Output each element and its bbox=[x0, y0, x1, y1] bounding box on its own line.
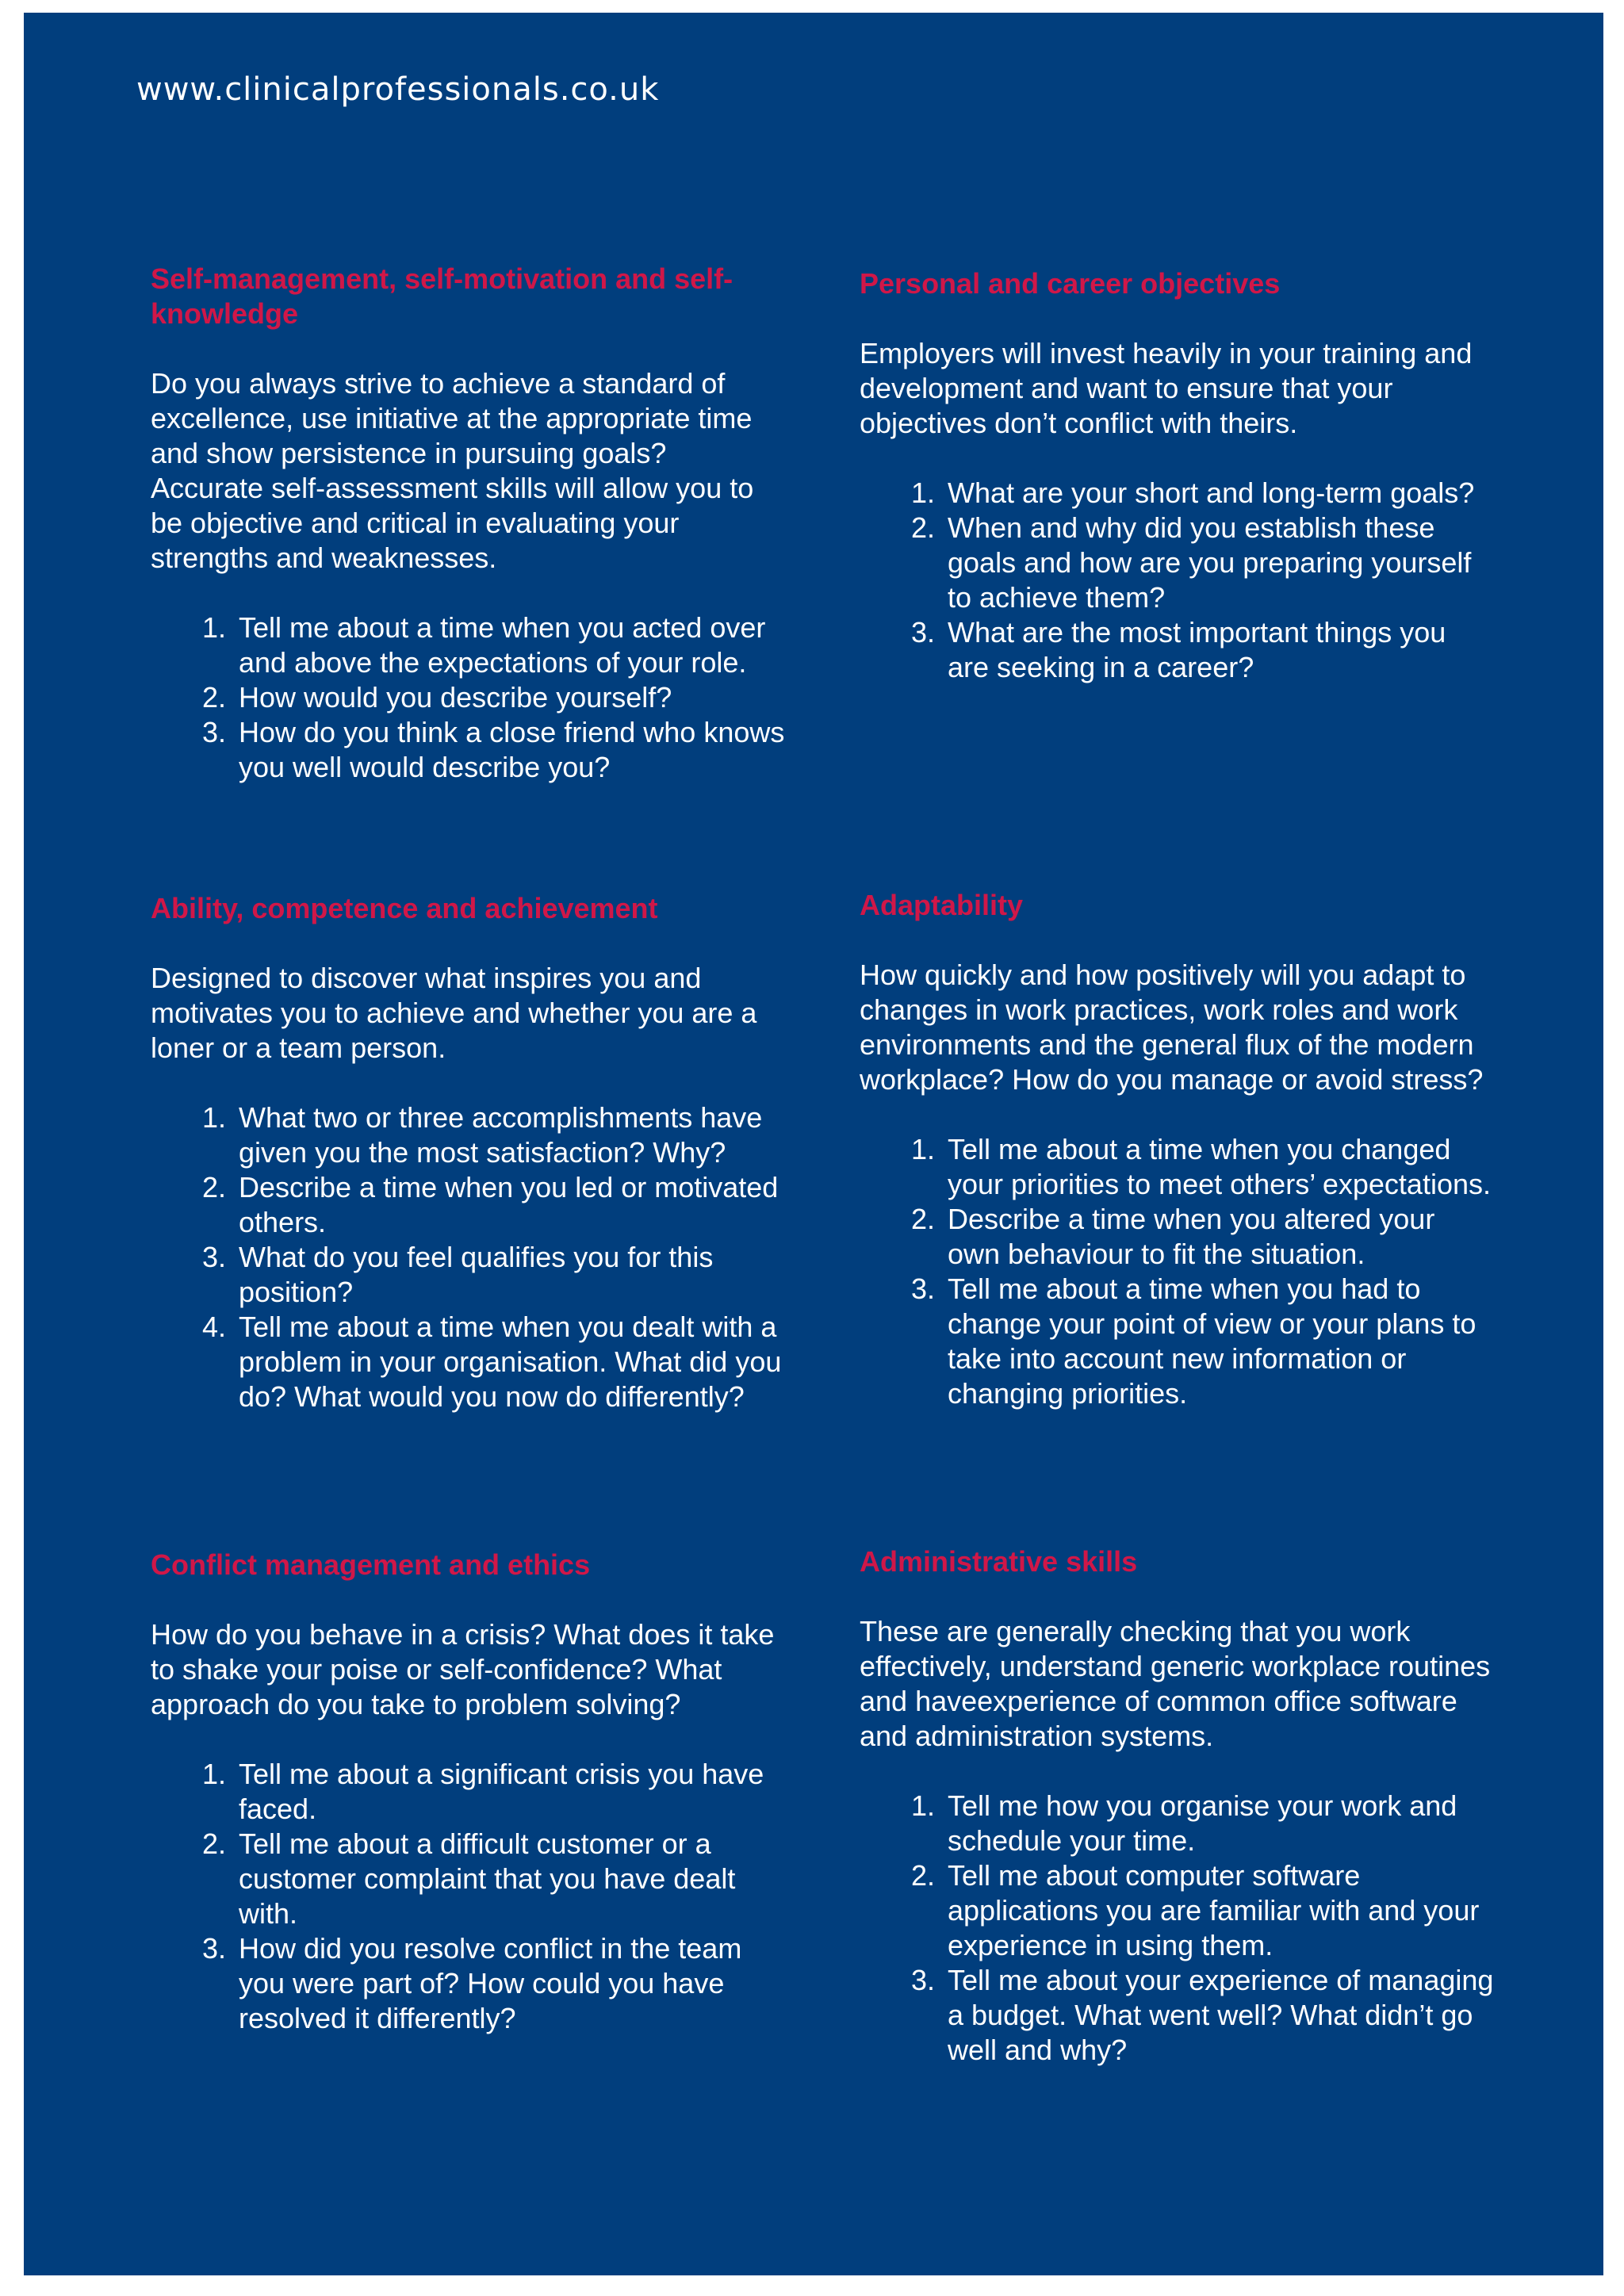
section-title: Conflict management and ethics bbox=[151, 1548, 591, 1581]
question-item: 3. What are the most important things you are seeking in a career? bbox=[943, 615, 1494, 685]
question-item: 4. Tell me about a time when you dealt with a problem in your organisation. What did you do? What would you now do differently? bbox=[234, 1310, 785, 1414]
question-item: 1. Tell me about a time when you changed your priorities to meet others’ expectations. bbox=[943, 1132, 1494, 1202]
section-title: Administrative skills bbox=[860, 1545, 1138, 1578]
section-intro: How quickly and how positively will you adapt to changes in work practices, work roles and work environments and the general flux of the modern workplace? How do you manage or avoid stress? bbox=[860, 959, 1484, 1096]
question-item: 1. Tell me about a significant crisis you have faced. bbox=[234, 1757, 785, 1827]
question-item: 3. What do you feel qualifies you for this position? bbox=[234, 1240, 785, 1310]
question-item: 3. Tell me about your experience of managing a budget. What went well? What didn’t go well and why? bbox=[943, 1963, 1494, 2068]
section-self-management bbox=[151, 262, 785, 785]
question-list bbox=[860, 1789, 1494, 2068]
section-title: Self-management, self-motivation and self-knowledge bbox=[151, 262, 733, 330]
section-ability-competence bbox=[151, 891, 785, 1414]
question-list bbox=[151, 610, 785, 785]
section-title: Adaptability bbox=[860, 889, 1024, 921]
question-list bbox=[151, 1100, 785, 1414]
question-item: 2. Describe a time when you altered your own behaviour to fit the situation. bbox=[943, 1202, 1494, 1272]
section-conflict-management bbox=[151, 1548, 785, 2036]
section-career-objectives bbox=[860, 266, 1494, 685]
question-item: 1. What two or three accomplishments have given you the most satisfaction? Why? bbox=[234, 1100, 785, 1170]
section-administrative-skills bbox=[860, 1544, 1494, 2068]
section-title: Ability, competence and achievement bbox=[151, 892, 658, 924]
question-item: 3. How do you think a close friend who knows you well would describe you? bbox=[234, 715, 785, 785]
question-item: 2. Tell me about computer software applications you are familiar with and your experience in using them. bbox=[943, 1858, 1494, 1963]
question-item: 2. When and why did you establish these goals and how are you preparing yourself to achieve them? bbox=[943, 511, 1494, 615]
section-intro: These are generally checking that you work effectively, understand generic workplace routines and haveexperience of common office software and administration systems. bbox=[860, 1615, 1491, 1752]
question-item: 1. What are your short and long-term goals? bbox=[943, 476, 1494, 511]
section-intro: How do you behave in a crisis? What does it take to shake your poise or self-confidence? What approach do you take to problem solving? bbox=[151, 1618, 775, 1720]
question-item: 2. How would you describe yourself? bbox=[234, 680, 785, 715]
question-item: 1. Tell me how you organise your work and schedule your time. bbox=[943, 1789, 1494, 1858]
question-item: 3. How did you resolve conflict in the team you were part of? How could you have resolved it differently? bbox=[234, 1931, 785, 2036]
website-url: www.clinicalprofessionals.co.uk bbox=[136, 71, 660, 108]
section-intro: Do you always strive to achieve a standard of excellence, use initiative at the appropriate time and show persistence in pursuing goals? Accurate self-assessment skills will allow you to be objective and critical in evaluating your strengths and weaknesses. bbox=[151, 367, 754, 574]
section-intro: Employers will invest heavily in your training and development and want to ensure that your objectives don’t conflict with theirs. bbox=[860, 337, 1473, 439]
question-list bbox=[860, 476, 1494, 685]
question-item: 2. Describe a time when you led or motivated others. bbox=[234, 1170, 785, 1240]
question-item: 3. Tell me about a time when you had to change your point of view or your plans to take into account new information or changing priorities. bbox=[943, 1272, 1494, 1411]
section-title: Personal and career objectives bbox=[860, 267, 1281, 300]
section-adaptability bbox=[860, 888, 1494, 1411]
question-list bbox=[151, 1757, 785, 2036]
question-list bbox=[860, 1132, 1494, 1411]
question-item: 2. Tell me about a difficult customer or a customer complaint that you have dealt with. bbox=[234, 1827, 785, 1931]
section-intro: Designed to discover what inspires you and motivates you to achieve and whether you are a loner or a team person. bbox=[151, 962, 757, 1064]
question-item: 1. Tell me about a time when you acted over and above the expectations of your role. bbox=[234, 610, 785, 680]
